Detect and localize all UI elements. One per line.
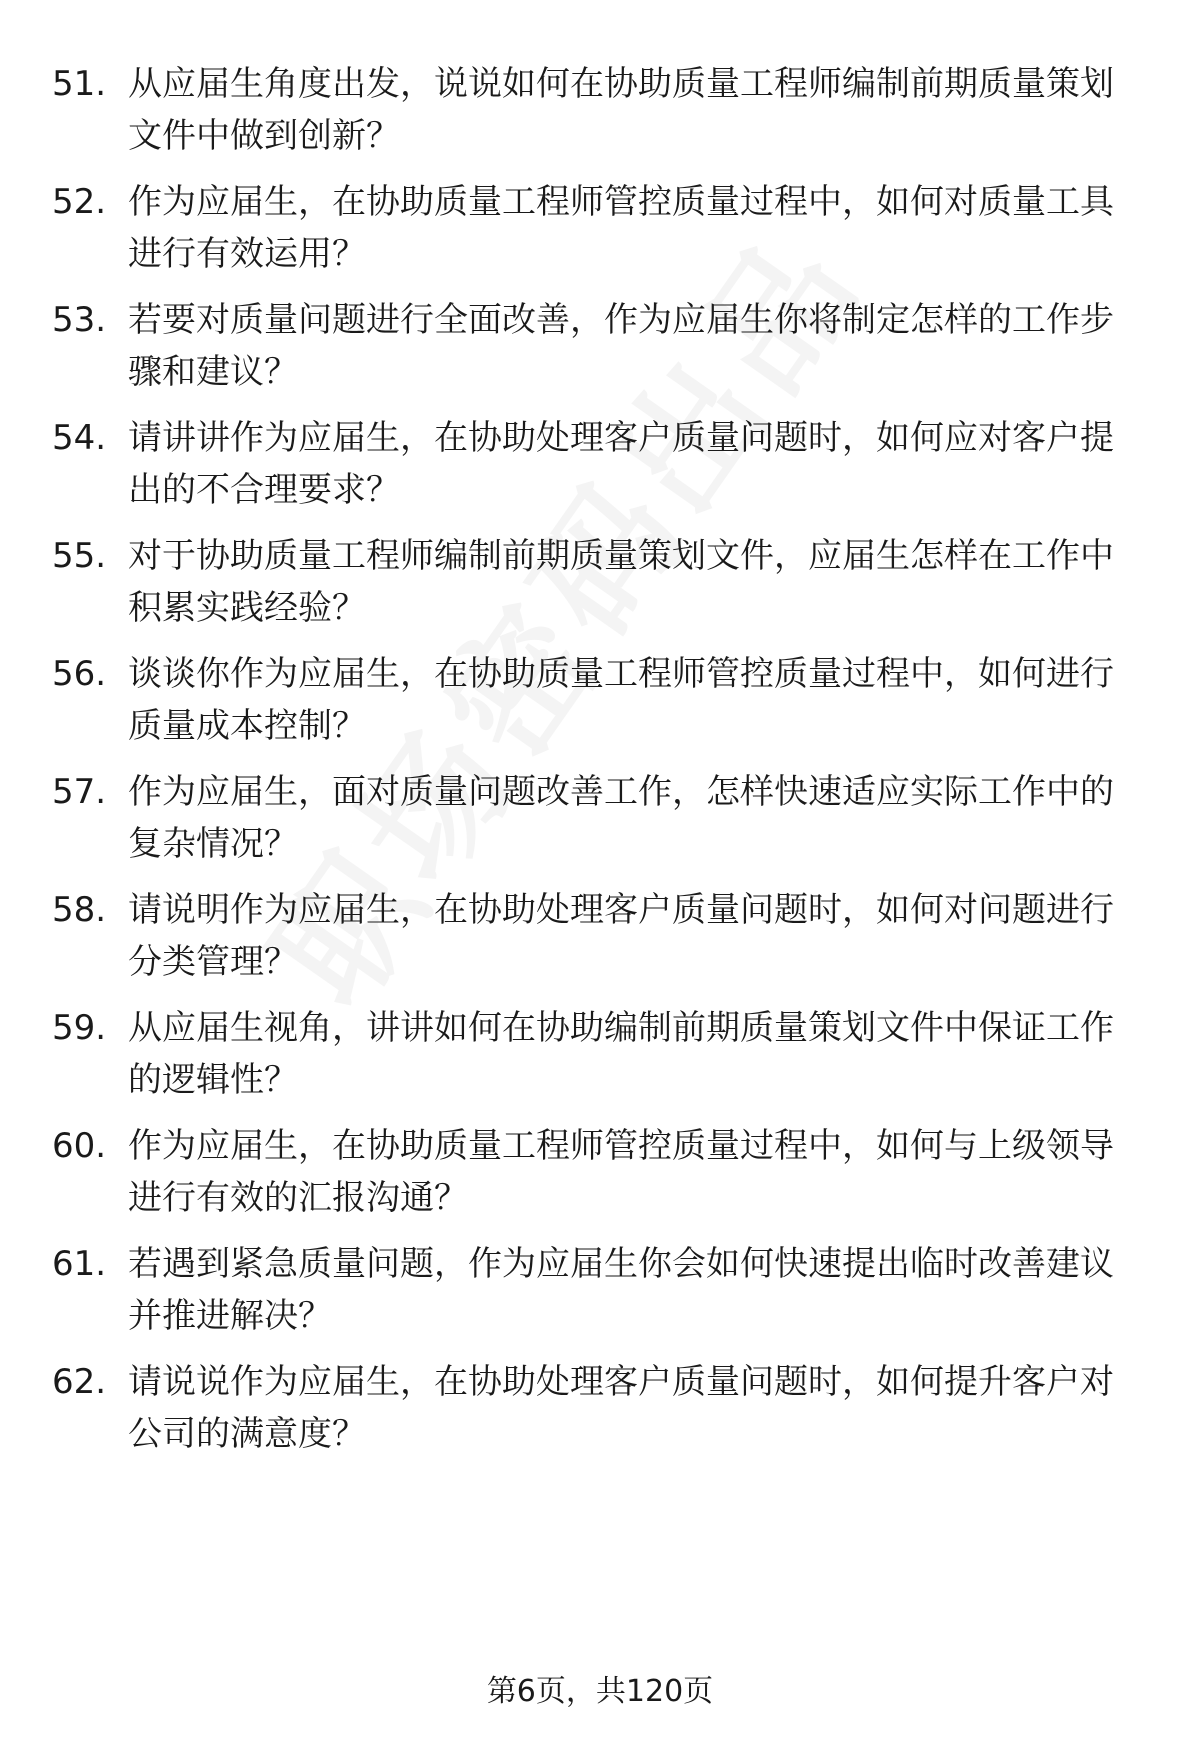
question-text: 谈谈你作为应届生，在协助质量工程师管控质量过程中，如何进行质量成本控制？ (128, 654, 1114, 746)
question-item (52, 1356, 1142, 1466)
question-text: 请说说作为应届生，在协助处理客户质量问题时，如何提升客户对公司的满意度？ (128, 1362, 1114, 1454)
question-text: 作为应届生，面对质量问题改善工作，怎样快速适应实际工作中的复杂情况？ (128, 772, 1114, 864)
question-text: 若遇到紧急质量问题，作为应届生你会如何快速提出临时改善建议并推进解决？ (128, 1244, 1114, 1336)
question-text: 请说明作为应届生，在协助处理客户质量问题时，如何对问题进行分类管理？ (128, 890, 1114, 982)
question-number: 59. (52, 1008, 107, 1048)
question-text: 若要对质量问题进行全面改善，作为应届生你将制定怎样的工作步骤和建议？ (128, 300, 1114, 392)
question-item (52, 884, 1142, 994)
question-item (52, 648, 1142, 758)
question-number: 61. (52, 1244, 107, 1284)
question-text: 作为应届生，在协助质量工程师管控质量过程中，如何对质量工具进行有效运用？ (128, 182, 1114, 274)
question-item (52, 176, 1142, 286)
question-text: 请讲讲作为应届生，在协助处理客户质量问题时，如何应对客户提出的不合理要求？ (128, 418, 1114, 510)
question-text: 从应届生角度出发，说说如何在协助质量工程师编制前期质量策划文件中做到创新？ (128, 64, 1114, 156)
question-number: 53. (52, 300, 107, 340)
question-number: 55. (52, 536, 107, 576)
question-number: 54. (52, 418, 107, 458)
question-item (52, 766, 1142, 876)
question-item (52, 294, 1142, 404)
question-item (52, 530, 1142, 640)
question-number: 62. (52, 1362, 107, 1402)
question-number: 52. (52, 182, 107, 222)
question-item (52, 1120, 1142, 1230)
page-footer: 第6页，共120页 (486, 1674, 714, 1709)
question-item (52, 1238, 1142, 1348)
question-item (52, 1002, 1142, 1112)
question-number: 58. (52, 890, 107, 930)
question-number: 51. (52, 64, 107, 104)
question-number: 57. (52, 772, 107, 812)
question-text: 对于协助质量工程师编制前期质量策划文件，应届生怎样在工作中积累实践经验？ (128, 536, 1114, 628)
question-text: 从应届生视角，讲讲如何在协助编制前期质量策划文件中保证工作的逻辑性？ (128, 1008, 1114, 1100)
question-number: 60. (52, 1126, 107, 1166)
question-item (52, 58, 1142, 168)
question-text: 作为应届生，在协助质量工程师管控质量过程中，如何与上级领导进行有效的汇报沟通？ (128, 1126, 1114, 1218)
question-number: 56. (52, 654, 107, 694)
question-item (52, 412, 1142, 522)
